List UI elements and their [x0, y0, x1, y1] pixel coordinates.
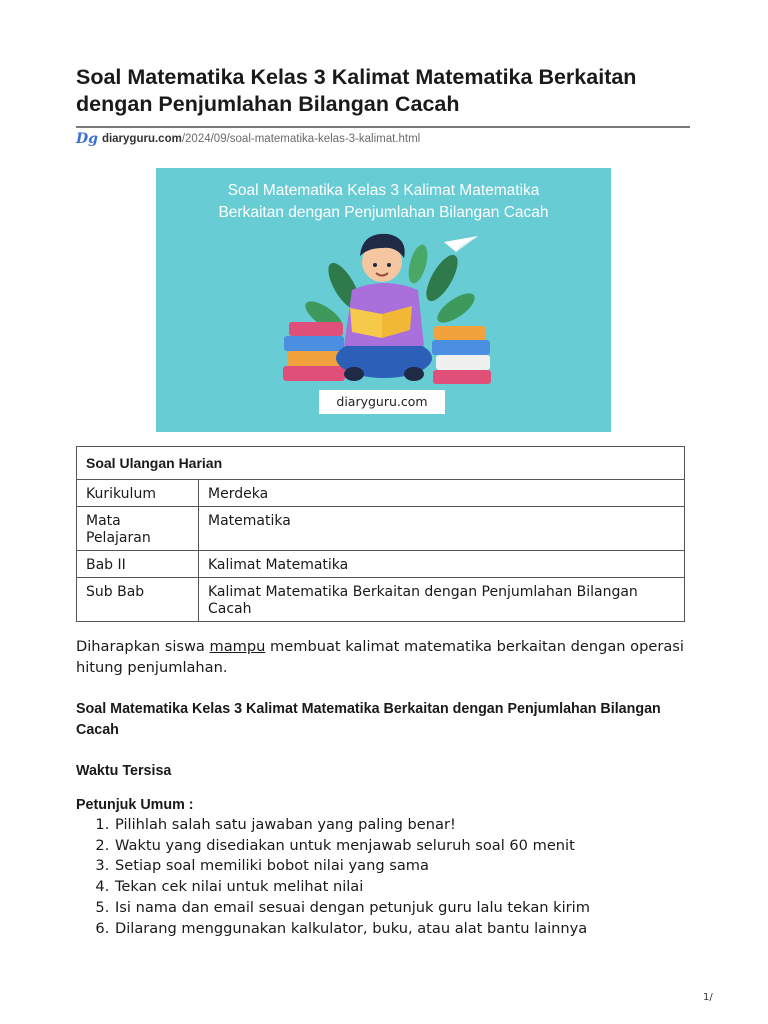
- table-row: [77, 507, 685, 551]
- title-divider: [76, 126, 690, 128]
- list-item: 1. Pilihlah salah satu jawaban yang paling benar!: [114, 815, 694, 836]
- info-key-curriculum: Kurikulum: [77, 480, 199, 507]
- info-value-chapter: Kalimat Matematika: [199, 551, 685, 578]
- info-key-subject: Mata Pelajaran: [77, 507, 199, 551]
- timer-label: Waktu Tersisa: [76, 763, 172, 779]
- page-title: Soal Matematika Kelas 3 Kalimat Matematika Berkaitan dengan Penjumlahan Bilangan Cacah: [76, 65, 637, 116]
- info-value-subject: Matematika: [199, 507, 685, 551]
- intro-text-before: Diharapkan siswa: [76, 638, 210, 655]
- paper-plane-icon: [444, 236, 478, 252]
- page-number: 1/: [703, 992, 713, 1003]
- section-title: Soal Matematika Kelas 3 Kalimat Matematika Berkaitan dengan Penjumlahan Bilangan Cacah: [76, 701, 661, 738]
- hero-heading-line-2: Berkaitan dengan Penjumlahan Bilangan Cacah: [218, 204, 549, 221]
- table-row: [77, 480, 685, 507]
- list-item: 2. Waktu yang disediakan untuk menjawab seluruh soal 60 menit: [114, 836, 694, 857]
- table-row: [77, 578, 685, 622]
- info-key-subchapter: Sub Bab: [77, 578, 199, 622]
- info-table: [76, 446, 685, 622]
- intro-text-after: membuat kalimat matematika berkaitan dengan operasi hitung penjumlahan.: [76, 638, 684, 676]
- info-table-header-row: [77, 447, 685, 480]
- hero-banner: [156, 168, 611, 432]
- intro-paragraph: [76, 636, 690, 678]
- mampu-link[interactable]: mampu: [209, 638, 266, 655]
- info-key-chapter: Bab II: [77, 551, 199, 578]
- source-host[interactable]: diaryguru.com: [101, 133, 182, 145]
- info-value-subchapter: Kalimat Matematika Berkaitan dengan Penjumlahan Bilangan Cacah: [199, 578, 685, 622]
- list-item: 3. Setiap soal memiliki bobot nilai yang sama: [114, 856, 694, 877]
- instructions-heading: Petunjuk Umum :: [76, 797, 194, 813]
- info-table-header: Soal Ulangan Harian: [77, 447, 685, 480]
- list-item: 6. Dilarang menggunakan kalkulator, buku, atau alat bantu lainnya: [114, 919, 694, 940]
- info-value-curriculum: Merdeka: [199, 480, 685, 507]
- hero-heading-line-1: Soal Matematika Kelas 3 Kalimat Matematika: [227, 182, 540, 199]
- site-logo-icon: Dg: [76, 131, 98, 147]
- list-item: 5. Isi nama dan email sesuai dengan petunjuk guru lalu tekan kirim: [114, 898, 694, 919]
- source-url[interactable]: [76, 131, 420, 147]
- instructions-list: [98, 815, 694, 939]
- hero-heading: [156, 180, 611, 224]
- list-item: 4. Tekan cek nilai untuk melihat nilai: [114, 877, 694, 898]
- source-path[interactable]: /2024/09/soal-matematika-kelas-3-kalimat.html: [181, 133, 421, 145]
- table-row: [77, 551, 685, 578]
- hero-site-badge: diaryguru.com: [319, 390, 445, 414]
